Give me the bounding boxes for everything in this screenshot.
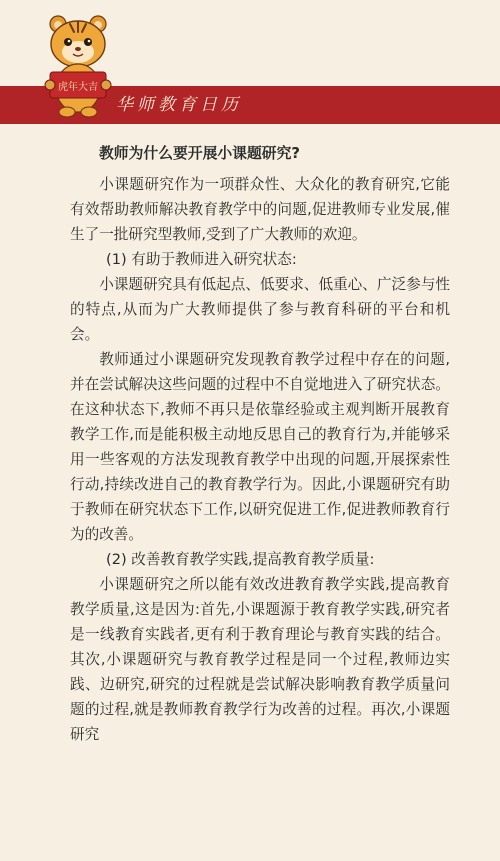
article-paragraph: 小课题研究具有低起点、低要求、低重心、广泛参与性的特点,从而为广大教师提供了参与教育科研的平台和机会。 [70, 276, 450, 343]
tiger-mascot-icon [40, 10, 116, 120]
article-heading: 教师为什么要开展小课题研究? [99, 145, 300, 162]
article-paragraph: 教师通过小课题研究发现教育教学过程中存在的问题,并在尝试解决这些问题的过程中不自觉地进入了研究状态。在这种状态下,教师不再只是依靠经验或主观判断开展教育教学工作,而是能积极主动地反思自己的教育行为,并能够采用一些客观的方法发现教育教学中出现的问题,开展探索性行动,持续改进自己的教育教学行为。因此,小课题研究有助于教师在研究状态下工作,以研究促进工作,促进教师教育行为的改善。 [70, 351, 450, 543]
article-subheading: (2) 改善教育教学实践,提高教育教学质量: [106, 551, 375, 568]
article [70, 138, 450, 747]
column-title: 华师教育日历 [116, 95, 242, 115]
article-paragraph: 小课题研究作为一项群众性、大众化的教育研究,它能有效帮助教师解决教育教学中的问题,促进教师专业发展,催生了一批研究型教师,受到了广大教师的欢迎。 [70, 176, 450, 243]
scroll-text: 虎年大吉 [58, 82, 98, 93]
article-subheading: (1) 有助于教师进入研究状态: [106, 251, 297, 268]
article-paragraph: 小课题研究之所以能有效改进教育教学实践,提高教育教学质量,这是因为:首先,小课题源于教育教学实践,研究者是一线教育实践者,更有利于教育理论与教育实践的结合。其次,小课题研究与教育教学过程是同一个过程,教师边实践、边研究,研究的过程就是尝试解决影响教育教学质量问题的过程,就是教师教育教学行为改善的过程。再次,小课题研究 [70, 576, 450, 743]
